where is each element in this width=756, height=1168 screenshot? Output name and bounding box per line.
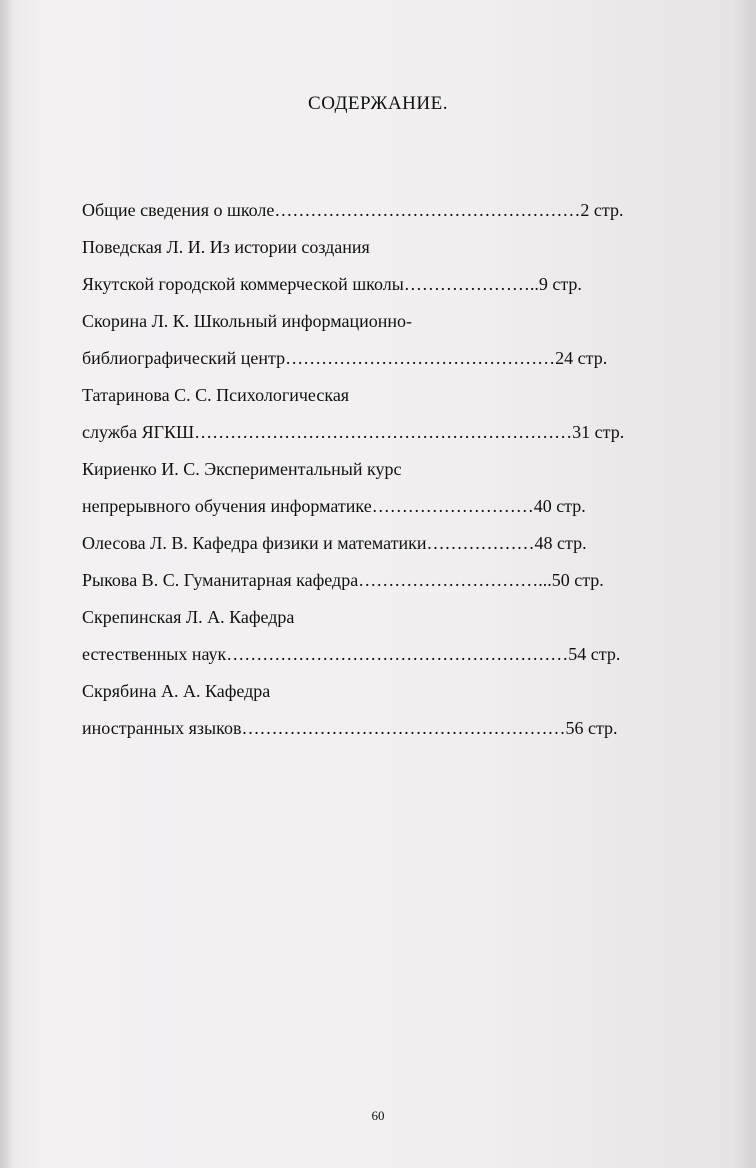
spine-shadow bbox=[0, 0, 14, 1168]
toc-line: библиографический центр………………………………………24 стр. bbox=[82, 348, 608, 368]
toc-line: иностранных языков………………………………………………56 стр. bbox=[82, 718, 618, 738]
toc-line: Скрепинская Л. А. Кафедра bbox=[82, 607, 295, 627]
toc-line: Поведская Л. И. Из истории создания bbox=[82, 237, 370, 257]
page-title: СОДЕРЖАНИЕ. bbox=[308, 93, 448, 114]
toc-line: Скрябина А. А. Кафедра bbox=[82, 681, 271, 701]
toc-line: естественных наук…………………………………………………54 стр. bbox=[82, 644, 621, 664]
page-edge-shadow bbox=[732, 0, 756, 1168]
toc-line: служба ЯГКШ………………………………………………………31 стр. bbox=[82, 422, 625, 442]
toc-line: Кириенко И. С. Экспериментальный курс bbox=[82, 459, 402, 479]
toc-line: непрерывного обучения информатике………………………40 стр. bbox=[82, 496, 586, 516]
toc-line: Скорина Л. К. Школьный информационно- bbox=[82, 311, 413, 331]
page-number: 60 bbox=[371, 1108, 385, 1123]
toc-line: Олесова Л. В. Кафедра физики и математики………………48 стр. bbox=[82, 533, 587, 553]
toc-line: Общие сведения о школе……………………………………………2 стр. bbox=[82, 200, 624, 220]
toc-line: Татаринова С. С. Психологическая bbox=[82, 385, 350, 405]
toc-line: Рыкова В. С. Гуманитарная кафедра…………………………...50 стр. bbox=[82, 570, 604, 590]
toc-line: Якутской городской коммерческой школы…………………..9 стр. bbox=[82, 274, 582, 294]
